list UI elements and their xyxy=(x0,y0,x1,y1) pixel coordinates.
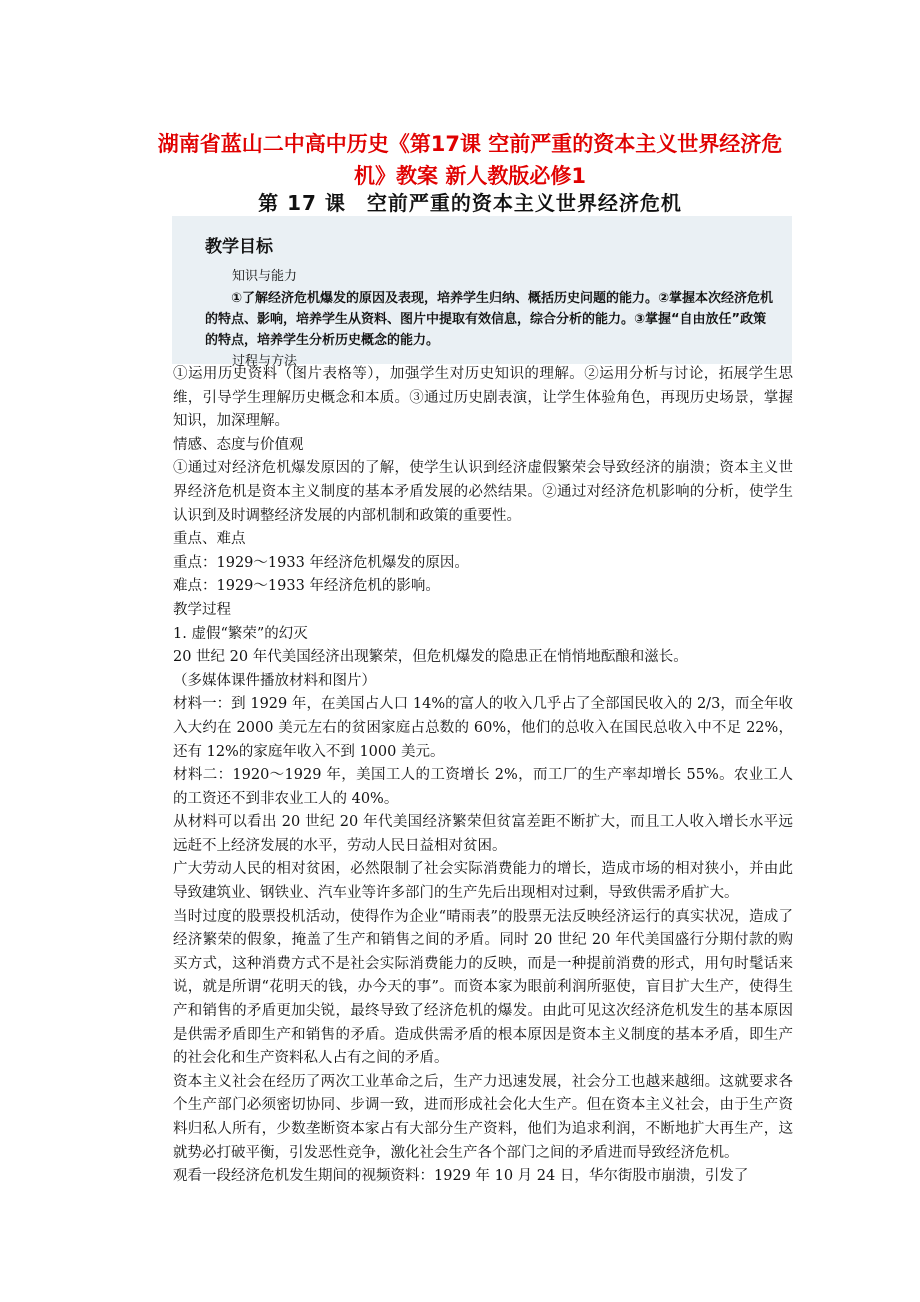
paragraph: ①运用历史资料（图片表格等），加强学生对历史知识的理解。②运用分析与讨论，拓展学生思维，引导学生理解历史概念和本质。③通过历史剧表演，让学生体验角色，再现历史场景，掌握知识，加深理解。 xyxy=(173,366,793,430)
knowledge-text: ①了解经济危机爆发的原因及表现，培养学生归纳、概括历史问题的能力。②掌握本次经济危机的特点、影响，培养学生从资料、图片中提取有效信息，综合分析的能力。③掌握“自由放任”政策的特点，培养学生分析历史概念的能力。 xyxy=(205,291,774,348)
lesson-body xyxy=(173,363,793,1189)
paragraph: （多媒体课件播放材料和图片） xyxy=(173,672,376,689)
paragraph: 观看一段经济危机发生期间的视频资料：1929 年 10 月 24 日，华尔街股市崩溃，引发了 xyxy=(173,1168,749,1185)
process-label: 过程与方法 xyxy=(232,354,298,369)
section-label: 情感、态度与价值观 xyxy=(173,436,304,453)
paragraph: 难点：1929～1933 年经济危机的影响。 xyxy=(173,578,440,595)
objectives-heading: 教学目标 xyxy=(205,237,273,257)
section-label: 教学过程 xyxy=(173,601,231,618)
paragraph: 20 世纪 20 年代美国经济出现繁荣，但危机爆发的隐患正在悄悄地酝酿和滋长。 xyxy=(173,649,688,666)
paragraph: 资本主义社会在经历了两次工业革命之后，生产力迅速发展，社会分工也越来越细。这就要求各个生产部门必须密切协同、步调一致，进而形成社会化大生产。但在资本主义社会，由于生产资料归私人所有，少数垄断资本家占有大部分生产资料，他们为追求利润，不断地扩大再生产，这就势必打破平衡，引发恶性竞争，激化社会生产各个部门之间的矛盾进而导致经济危机。 xyxy=(173,1073,793,1161)
section-label: 1. 虚假“繁荣”的幻灭 xyxy=(173,625,308,642)
paragraph: 材料二：1920～1929 年，美国工人的工资增长 2%，而工厂的生产率却增长 55%。农业工人的工资还不到非农业工人的 40%。 xyxy=(173,767,793,807)
paragraph: 当时过度的股票投机活动，使得作为企业“晴雨表”的股票无法反映经济运行的真实状况，造成了经济繁荣的假象，掩盖了生产和销售之间的矛盾。同时 20 世纪 20 年代美国盛行分期付款的购买方式，这种消费方式不是社会实际消费能力的反映，而是一种提前消费的形式，用句时髦话来说，就是所谓“花明天的钱，办今天的事”。而资本家为眼前利润所驱使，盲目扩大生产，使得生产和销售的矛盾更加尖锐，最终导致了经济危机的爆发。由此可见这次经济危机发生的基本原因是供需矛盾即生产和销售的矛盾。造成供需矛盾的根本原因是资本主义制度的基本矛盾，即生产的社会化和生产资料私人占有之间的矛盾。 xyxy=(173,908,793,1067)
paragraph: 广大劳动人民的相对贫困，必然限制了社会实际消费能力的增长，造成市场的相对狭小，并由此导致建筑业、钢铁业、汽车业等许多部门的生产先后出现相对过剩，导致供需矛盾扩大。 xyxy=(173,861,793,902)
knowledge-label: 知识与能力 xyxy=(232,269,298,284)
paragraph: 从材料可以看出 20 世纪 20 年代美国经济繁荣但贫富差距不断扩大，而且工人收入增长水平远远赶不上经济发展的水平，劳动人民日益相对贫困。 xyxy=(173,814,793,854)
section-label: 重点、难点 xyxy=(173,531,246,548)
paragraph: 材料一：到 1929 年，在美国占人口 14%的富人的收入几乎占了全部国民收入的 2/3，而全年收入大约在 2000 美元左右的贫困家庭占总数的 60%，他们的总收入在国民总收入中不足 22%，还有 12%的家庭年收入不到 1000 美元。 xyxy=(173,696,793,760)
paragraph: 重点：1929～1933 年经济危机爆发的原因。 xyxy=(173,554,469,571)
paragraph: ①通过对经济危机爆发原因的了解，使学生认识到经济虚假繁荣会导致经济的崩溃；资本主义世界经济危机是资本主义制度的基本矛盾发展的必然结果。②通过对经济危机影响的分析，使学生认识到及时调整经济发展的内部机制和政策的重要性。 xyxy=(173,460,793,524)
document-title: 湖南省蓝山二中高中历史《第17课 空前严重的资本主义世界经济危机》教案 新人教版必修1 xyxy=(157,132,783,188)
lesson-title: 第 17 课 空前严重的资本主义世界经济危机 xyxy=(258,191,682,215)
